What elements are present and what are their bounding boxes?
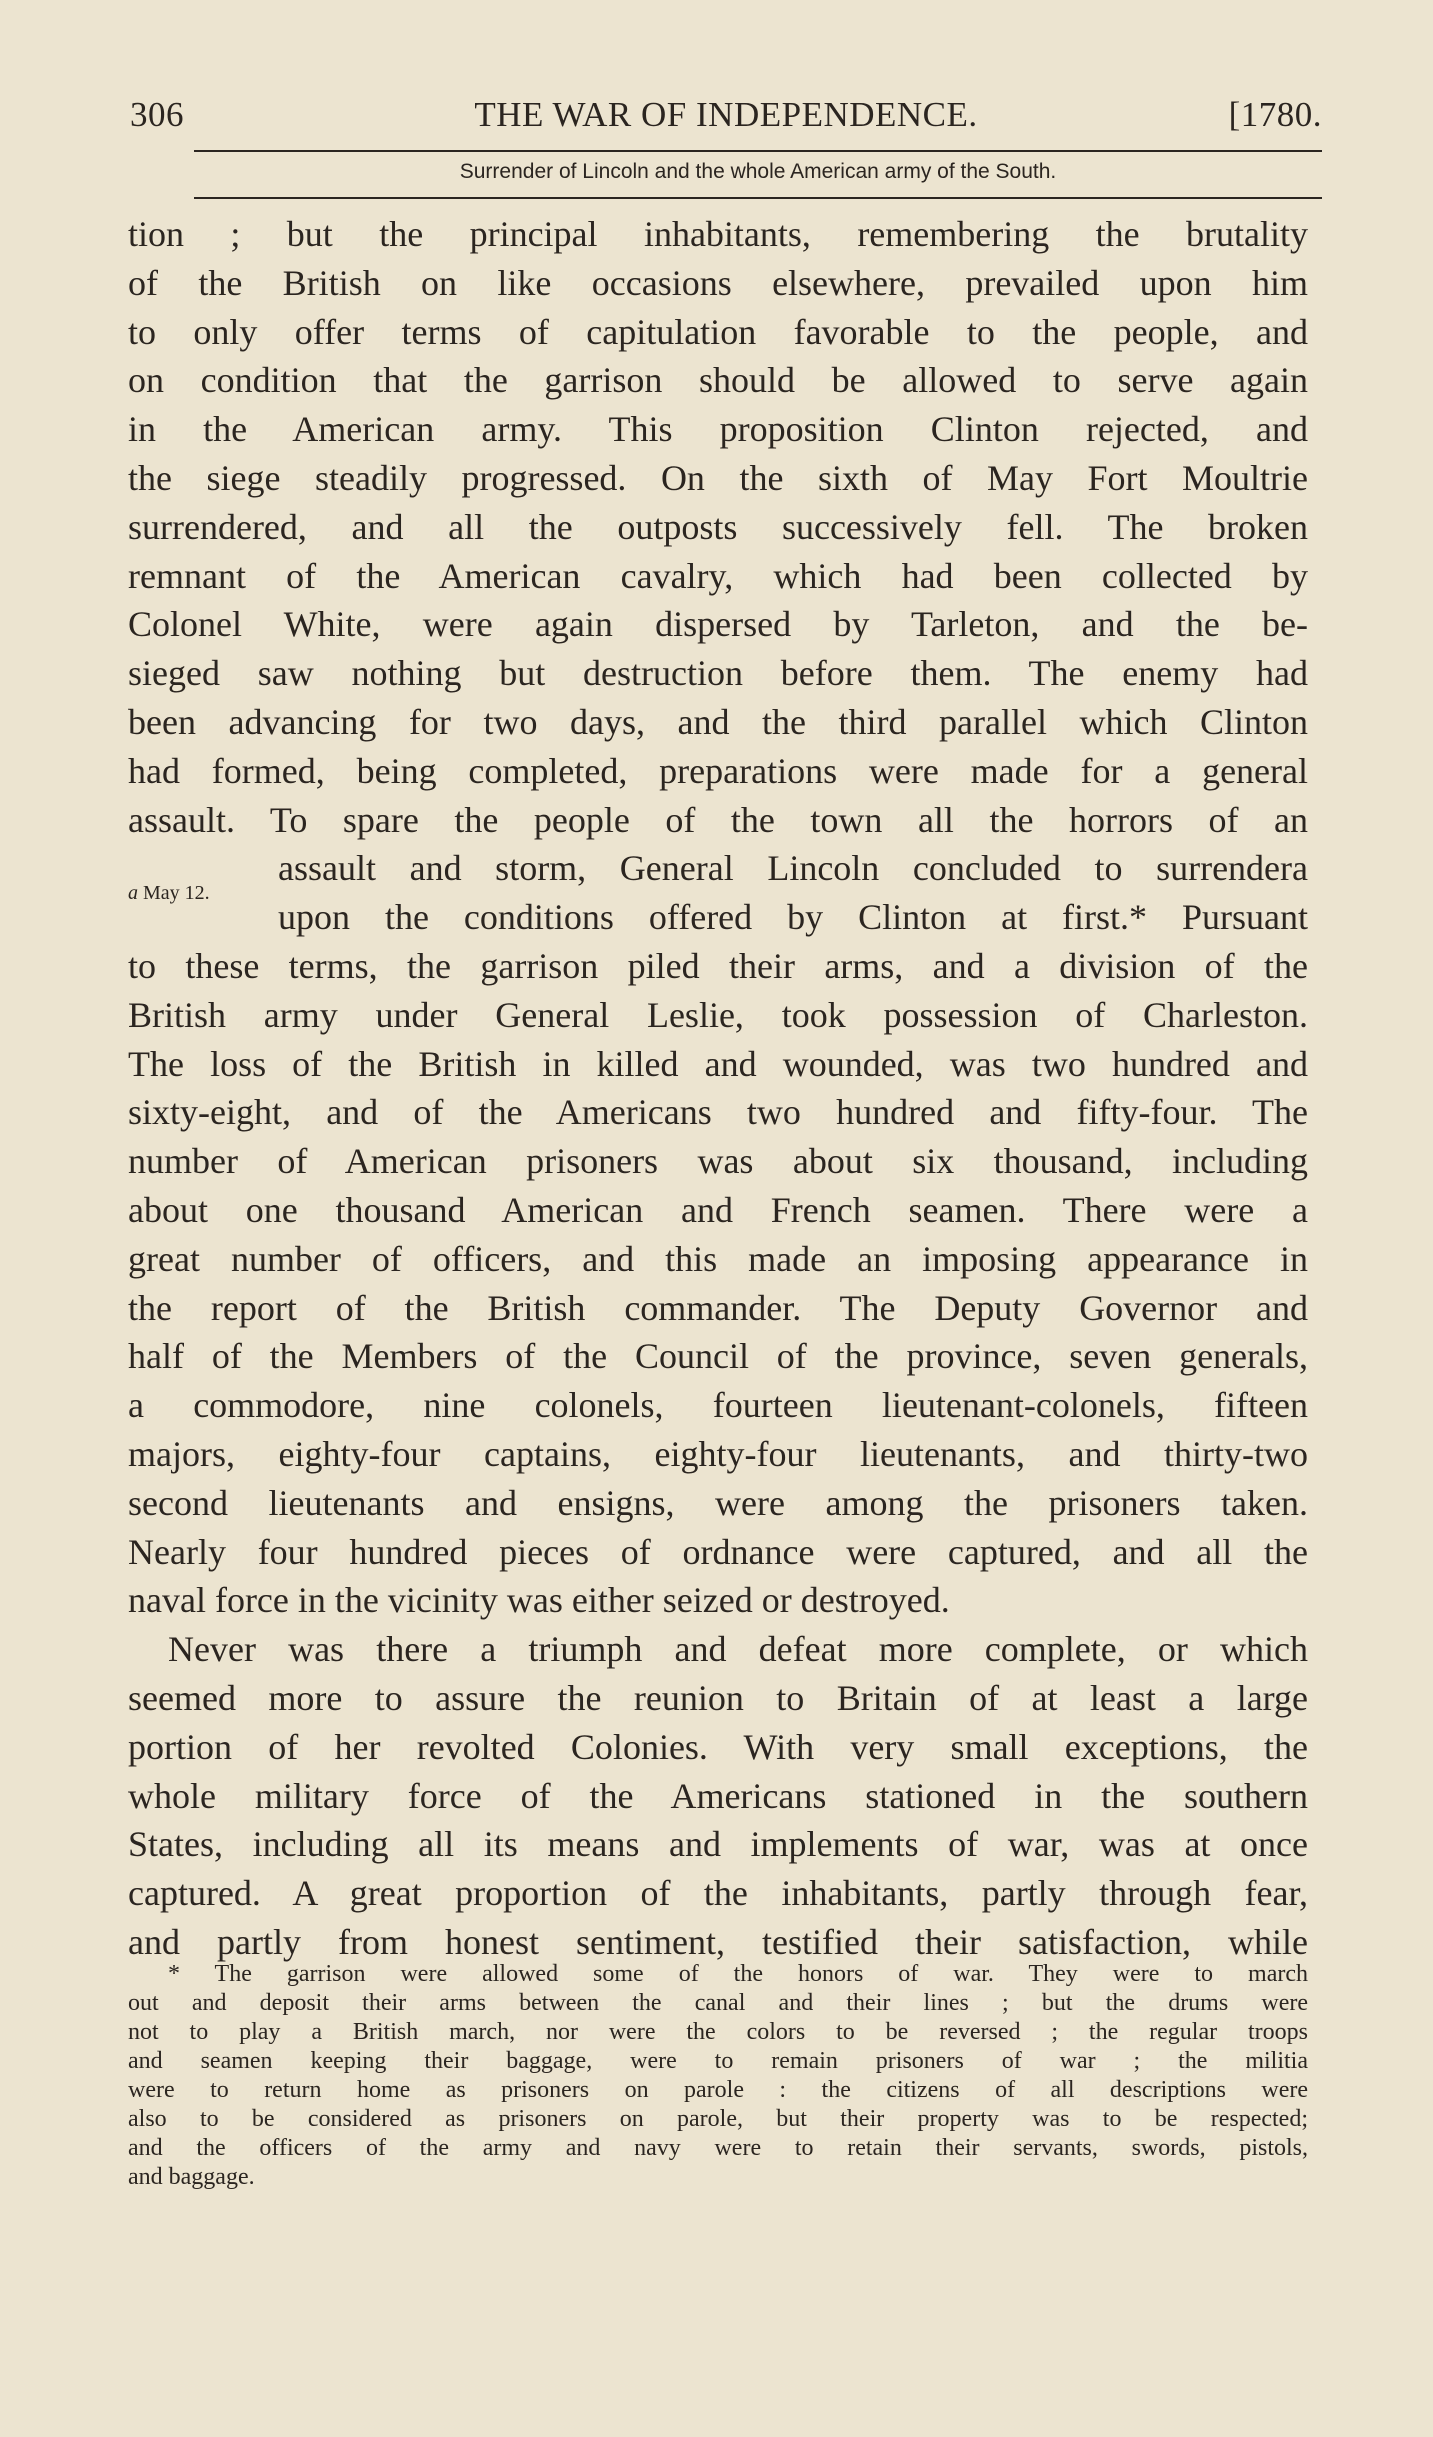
footnote-line: and the officers of the army and navy were to retain their servants, swords, pistols,	[128, 2135, 1308, 2161]
margin-note-date: May 12.	[143, 882, 210, 904]
text-line: to only offer terms of capitulation favorable to the people, and	[128, 311, 1308, 352]
chapter-subheading: Surrender of Lincoln and the whole American army of the South.	[459, 160, 1057, 183]
text-line: second lieutenants and ensigns, were among the prisoners taken.	[128, 1482, 1308, 1523]
text-line: on condition that the garrison should be allowed to serve again	[128, 360, 1308, 401]
footnote-line: and seamen keeping their baggage, were to remain prisoners of war ; the militia	[128, 2048, 1308, 2074]
text-line: and partly from honest sentiment, testified their satisfaction, while	[128, 1921, 1308, 1962]
page-number: 306	[130, 95, 184, 134]
footnote-line: also to be considered as prisoners on parole, but their property was to be respected;	[128, 2106, 1308, 2132]
text-line: remnant of the American cavalry, which had been collected by	[128, 555, 1308, 596]
text-line: had formed, being completed, preparations were made for a general	[128, 750, 1308, 791]
text-line: the report of the British commander. The Deputy Governor and	[128, 1287, 1308, 1328]
text-line: sieged saw nothing but destruction before them. The enemy had	[128, 653, 1308, 694]
running-title: THE WAR OF INDEPENDENCE.	[474, 95, 978, 134]
text-line: to these terms, the garrison piled their arms, and a division of the	[128, 945, 1308, 986]
text-line: whole military force of the Americans stationed in the southern	[128, 1775, 1308, 1816]
text-line: captured. A great proportion of the inhabitants, partly through fear,	[128, 1873, 1308, 1914]
text-line: great number of officers, and this made an imposing appearance in	[128, 1238, 1308, 1279]
text-line: tion ; but the principal inhabitants, remembering the brutality	[128, 214, 1308, 254]
page-header	[130, 95, 1322, 145]
header-year: [1780.	[1228, 95, 1322, 134]
text-line: a commodore, nine colonels, fourteen lieutenant-colonels, fifteen	[128, 1385, 1308, 1426]
text-line: States, including all its means and implements of war, was at once	[128, 1824, 1308, 1865]
text-line: the siege steadily progressed. On the sixth of May Fort Moultrie	[128, 457, 1308, 498]
text-line: majors, eighty-four captains, eighty-four lieutenants, and thirty-two	[128, 1433, 1308, 1474]
header-rule-top	[194, 150, 1322, 152]
footnote-line: were to return home as prisoners on parole : the citizens of all descriptions were	[128, 2077, 1308, 2103]
text-line: of the British on like occasions elsewhere, prevailed upon him	[128, 262, 1308, 303]
text-line: seemed more to assure the reunion to Britain of at least a large	[128, 1677, 1308, 1718]
text-line: been advancing for two days, and the third parallel which Clinton	[128, 701, 1308, 742]
text-line: naval force in the vicinity was either seized or destroyed.	[128, 1580, 950, 1621]
text-line: half of the Members of the Council of the province, seven generals,	[128, 1336, 1308, 1377]
header-rule-bottom	[194, 197, 1322, 199]
text-line: assault. To spare the people of the town all the horrors of an	[128, 799, 1308, 840]
footnote	[128, 1960, 1308, 2192]
text-line: portion of her revolted Colonies. With very small exceptions, the	[128, 1726, 1308, 1767]
footnote-line: not to play a British march, nor were the colors to be reversed ; the regular troops	[128, 2019, 1308, 2045]
text-line: assault and storm, General Lincoln concluded to surrendera	[278, 848, 1308, 889]
text-line: number of American prisoners was about six thousand, including	[128, 1141, 1308, 1182]
footnote-line: out and deposit their arms between the canal and their lines ; but the drums were	[128, 1990, 1308, 2016]
text-line: sixty-eight, and of the Americans two hundred and fifty-four. The	[128, 1092, 1308, 1133]
text-line: Colonel White, were again dispersed by Tarleton, and the be-	[128, 604, 1308, 645]
margin-note-letter: a	[128, 882, 138, 904]
footnote-line: and baggage.	[128, 2164, 255, 2190]
body-text	[128, 210, 1308, 1967]
text-line: upon the conditions offered by Clinton at first.* Pursuant	[278, 897, 1308, 938]
text-line: Nearly four hundred pieces of ordnance were captured, and all the	[128, 1531, 1308, 1572]
text-line: in the American army. This proposition Clinton rejected, and	[128, 409, 1308, 450]
text-line: about one thousand American and French seamen. There were a	[128, 1189, 1308, 1230]
text-line: Never was there a triumph and defeat more complete, or which	[168, 1629, 1308, 1670]
text-line: The loss of the British in killed and wounded, was two hundred and	[128, 1043, 1308, 1084]
footnote-line: * The garrison were allowed some of the honors of war. They were to march	[168, 1961, 1308, 1987]
text-line: surrendered, and all the outposts successively fell. The broken	[128, 506, 1308, 547]
text-line: British army under General Leslie, took possession of Charleston.	[128, 994, 1308, 1035]
